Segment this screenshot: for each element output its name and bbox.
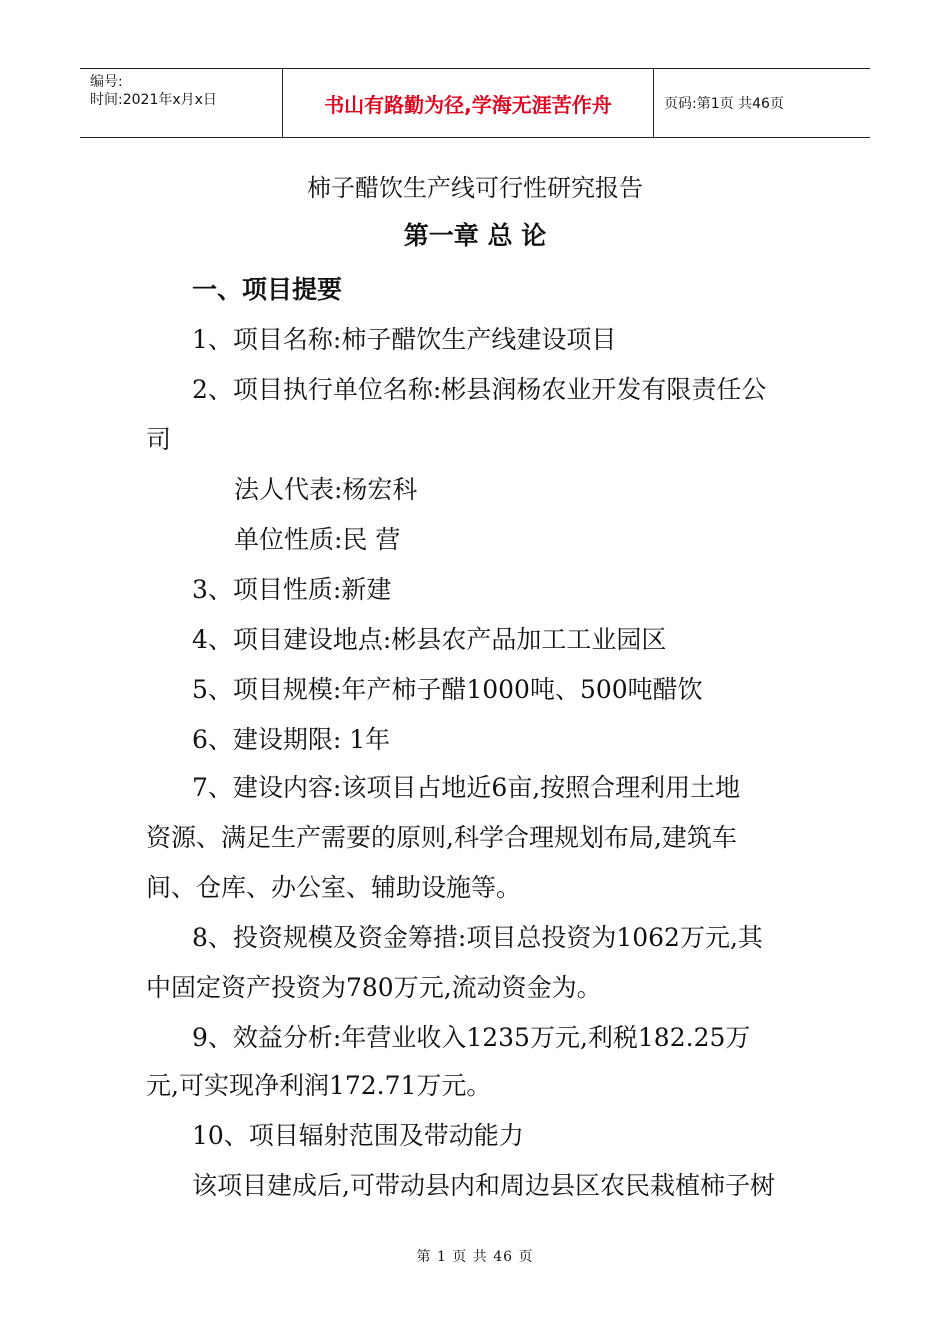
body-line: 6、建设期限: 1年	[192, 725, 391, 754]
body-line: 元,可实现净利润172.71万元。	[146, 1071, 492, 1100]
body-line: 1、项目名称:柿子醋饮生产线建设项目	[192, 325, 617, 354]
document-title: 柿子醋饮生产线可行性研究报告	[307, 174, 643, 202]
body-line: 10、项目辐射范围及带动能力	[192, 1121, 524, 1150]
body-line: 单位性质:民 营	[234, 525, 401, 554]
motto: 书山有路勤为径,学海无涯苦作舟	[282, 69, 654, 137]
body-line: 3、项目性质:新建	[192, 575, 392, 604]
body-line: 9、效益分析:年营业收入1235万元,利税182.25万	[192, 1023, 751, 1052]
body-line: 资源、满足生产需要的原则,科学合理规划布局,建筑车	[146, 823, 737, 852]
header-table	[80, 68, 870, 138]
body-line: 4、项目建设地点:彬县农产品加工工业园区	[192, 625, 667, 654]
body-line: 该项目建成后,可带动县内和周边县区农民栽植柿子树	[192, 1171, 775, 1200]
header-left-cell	[80, 69, 282, 137]
body-line: 中固定资产投资为780万元,流动资金为。	[146, 973, 602, 1002]
time-label: 时间:2021年x月x日	[90, 92, 217, 108]
chapter-title: 第一章 总 论	[403, 221, 547, 250]
body-line: 2、项目执行单位名称:彬县润杨农业开发有限责任公	[192, 375, 767, 404]
number-label: 编号:	[90, 74, 123, 90]
body-line: 司	[146, 425, 172, 454]
section-heading: 一、项目提要	[192, 275, 343, 304]
body-line: 5、项目规模:年产柿子醋1000吨、500吨醋饮	[192, 675, 703, 704]
body-line: 7、建设内容:该项目占地近6亩,按照合理利用土地	[192, 773, 741, 802]
page-footer: 第 1 页 共 46 页	[416, 1249, 534, 1265]
body-line: 8、投资规模及资金筹措:项目总投资为1062万元,其	[192, 923, 763, 952]
page-info: 页码:第1页 共46页	[664, 96, 784, 112]
body-line: 法人代表:杨宏科	[234, 475, 418, 504]
body-line: 间、仓库、办公室、辅助设施等。	[146, 873, 522, 902]
